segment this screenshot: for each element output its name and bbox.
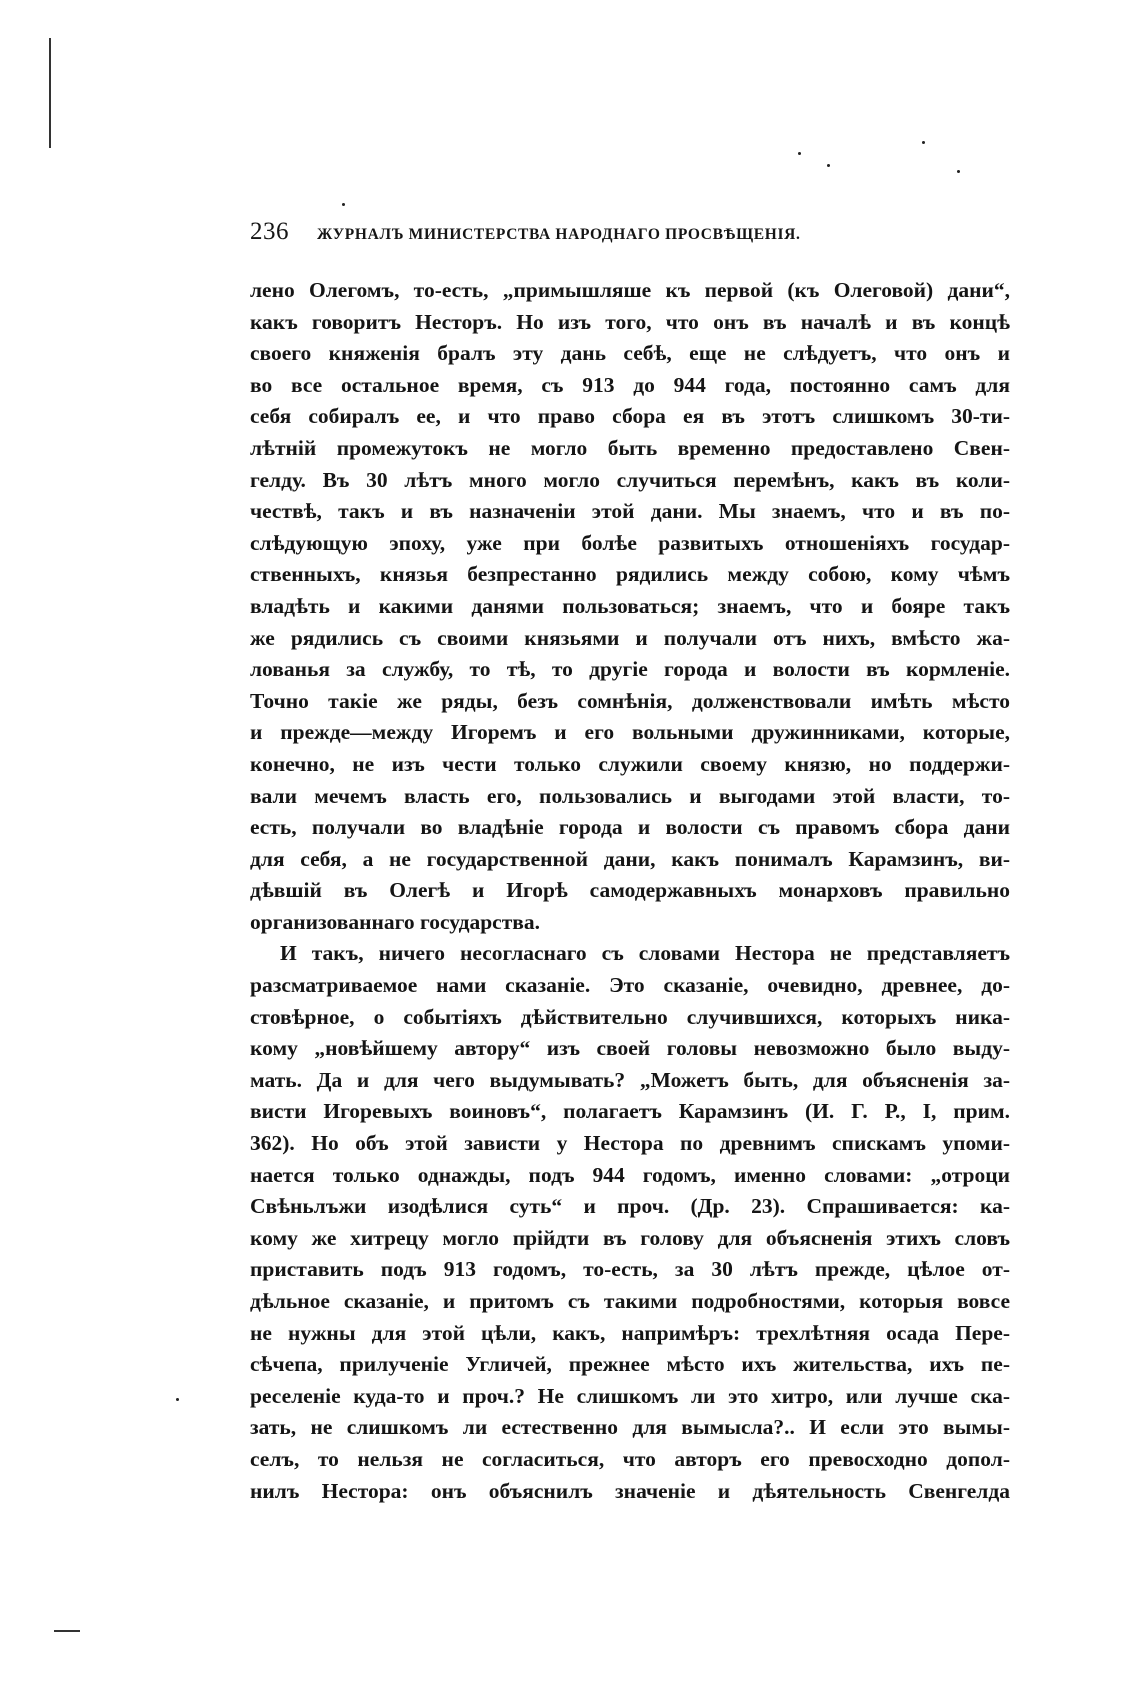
text-line: нилъ Нестора: онъ объяснилъ значеніе и дѣятельность Свенгелда	[250, 1478, 1010, 1503]
text-line: не нужны для этой цѣли, какъ, напримѣръ: трехлѣтняя осада Пере-	[250, 1320, 1010, 1345]
text-line: зать, не слишкомъ ли естественно для вымысла?.. И если это вымы-	[250, 1415, 1010, 1440]
scan-speck	[922, 141, 925, 144]
text-line: реселеніе куда-то и проч.? Не слишкомъ ли это хитро, или лучше ска-	[250, 1383, 1010, 1408]
text-line: кому же хитрецу могло прійдти въ голову для объясненія этихъ словъ	[250, 1225, 1010, 1250]
text-line: мать. Да и для чего выдумывать? „Можетъ быть, для объясненія за-	[250, 1067, 1010, 1092]
running-title: ЖУРНАЛЪ МИНИСТЕРСТВА НАРОДНАГО ПРОСВѢЩЕНІЯ.	[317, 226, 801, 243]
text-line: есть, получали во владѣніе города и волости съ правомъ сбора дани	[250, 815, 1010, 840]
scan-speck	[798, 152, 801, 155]
text-line: дѣльное сказаніе, и притомъ съ такими подробностями, которыя вовсе	[250, 1289, 1010, 1313]
text-line: вали мечемъ власть его, пользовались и выгодами этой власти, то-	[250, 783, 1010, 808]
text-line: приставить подъ 913 годомъ, то-есть, за 30 лѣтъ прежде, цѣлое от-	[250, 1257, 1010, 1282]
text-line: владѣть и какими данями пользоваться; знаемъ, что и бояре такъ	[250, 593, 1010, 618]
text-line: стовѣрное, о событіяхъ дѣйствительно случившихся, которыхъ ника-	[250, 1004, 1010, 1029]
text-line: дѣвшій въ Олегѣ и Игорѣ самодержавныхъ монарховъ правильно	[250, 878, 1010, 903]
text-line: висти Игоревыхъ воиновъ“, полагаетъ Карамзинъ (И. Г. Р., I, прим.	[250, 1099, 1010, 1124]
scan-margin-mark	[49, 38, 51, 148]
text-line: селъ, то нельзя не согласиться, что авторъ его превосходно допол-	[250, 1446, 1010, 1471]
text-line: лѣтній промежутокъ не могло быть временно предоставлено Свен-	[250, 435, 1010, 460]
text-line: и прежде—между Игоремъ и его вольными дружинниками, которые,	[250, 720, 1010, 745]
text-line: 362). Но объ этой зависти у Нестора по древнимъ спискамъ упоми-	[250, 1131, 1010, 1156]
text-line: конечно, не изъ чести только служили своему князю, но поддержи-	[250, 751, 1010, 776]
text-line: какъ говоритъ Несторъ. Но изъ того, что онъ въ началѣ и въ концѣ	[250, 309, 1010, 334]
scan-margin-mark	[54, 1630, 80, 1632]
page-header	[250, 218, 1010, 250]
text-line: Свѣньлъжи изодѣлися суть“ и проч. (Др. 23). Спрашивается: ка-	[250, 1194, 1010, 1219]
text-line: слѣдующую эпоху, уже при болѣе развитыхъ отношеніяхъ государ-	[250, 530, 1010, 555]
text-line: своего княженія бралъ эту дань себѣ, еще не слѣдуетъ, что онъ и	[250, 341, 1010, 366]
text-line: же рядились съ своими князьями и получали отъ нихъ, вмѣсто жа-	[250, 625, 1010, 650]
text-line: организованнаго государства.	[250, 909, 541, 934]
text-line: себя собиралъ ее, и что право сбора ея въ этотъ слишкомъ 30-ти-	[250, 404, 1010, 429]
text-line: разсматриваемое нами сказаніе. Это сказаніе, очевидно, древнее, до-	[250, 973, 1010, 998]
text-line: лованья за службу, то тѣ, то другіе города и волости въ кормленіе.	[250, 657, 1010, 682]
scan-speck	[176, 1398, 179, 1401]
text-line: ственныхъ, князья безпрестанно рядились между собою, кому чѣмъ	[250, 562, 1010, 587]
text-line: кому „новѣйшему автору“ изъ своей головы невозможно было выду-	[250, 1036, 1010, 1061]
body-text	[250, 275, 1010, 1507]
text-line: Точно такіе же ряды, безъ сомнѣнія, долженствовали имѣть мѣсто	[250, 688, 1010, 713]
scan-speck	[957, 170, 960, 173]
scan-speck	[342, 203, 345, 206]
text-line: нается только однажды, подъ 944 годомъ, именно словами: „отроци	[250, 1162, 1010, 1187]
text-line: И такъ, ничего несогласнаго съ словами Нестора не представляетъ	[280, 941, 1010, 966]
text-line: сѣчепа, прилученіе Угличей, прежнее мѣсто ихъ жительства, ихъ пе-	[250, 1352, 1010, 1377]
text-line: чествѣ, такъ и въ назначеніи этой дани. Мы знаемъ, что и въ по-	[250, 499, 1010, 524]
text-line: для себя, а не государственной дани, какъ понималъ Карамзинъ, ви-	[250, 846, 1010, 871]
page-number: 236	[250, 218, 289, 245]
text-line: во все остальное время, съ 913 до 944 года, постоянно самъ для	[250, 372, 1010, 397]
text-line: гелду. Въ 30 лѣтъ много могло случиться перемѣнъ, какъ въ коли-	[250, 467, 1010, 492]
text-line: лено Олегомъ, то-есть, „примышляше къ первой (къ Олеговой) дани“,	[250, 278, 1010, 302]
scan-speck	[827, 164, 830, 167]
